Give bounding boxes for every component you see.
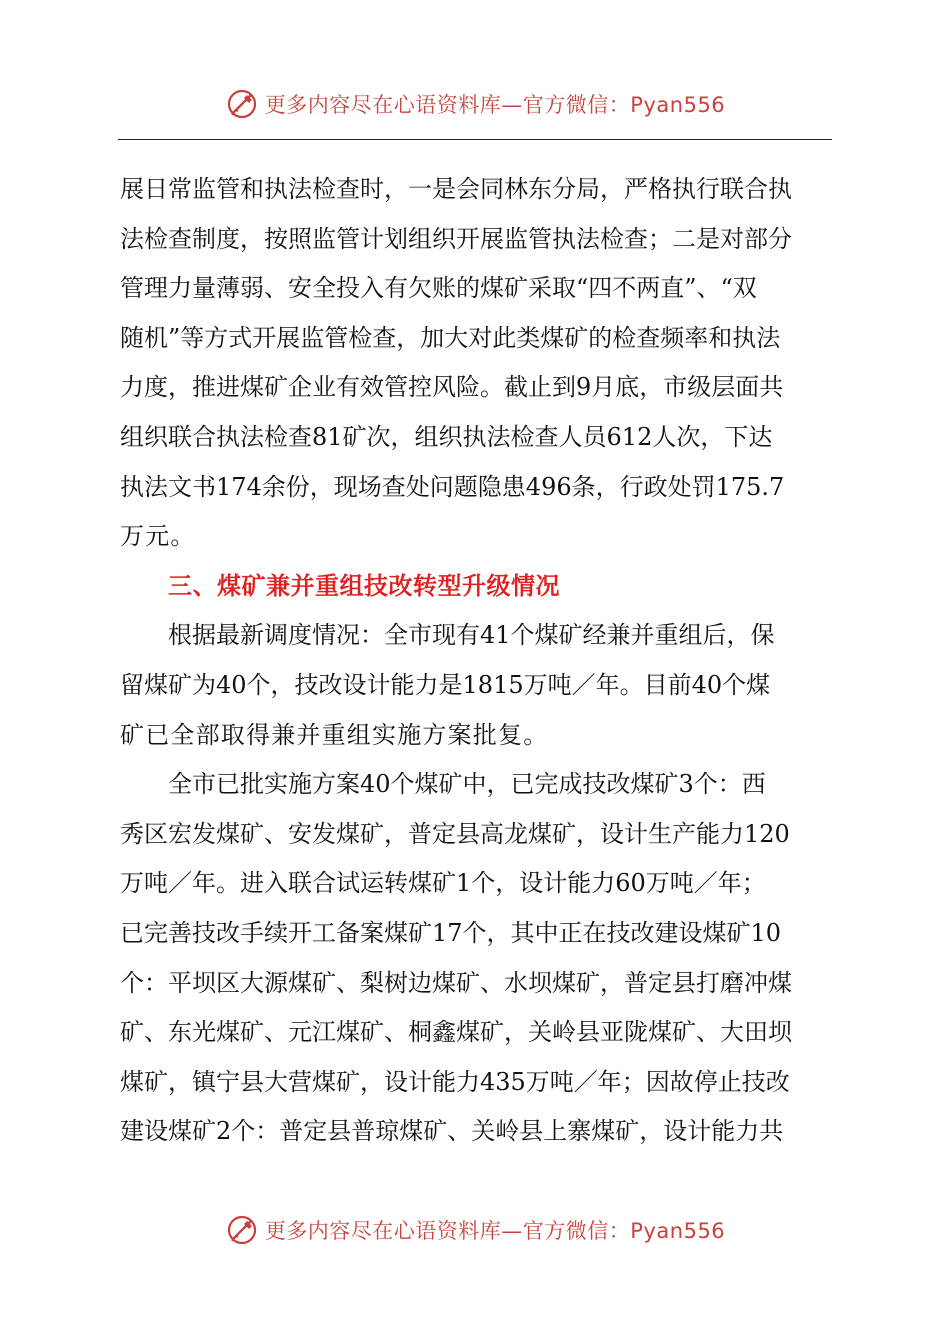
text-line: 建设煤矿2个：普定县普琼煤矿、关岭县上寨煤矿，设计能力共 [120,1117,784,1146]
text-line: 组织联合执法检查81矿次，组织执法检查人员612人次，下达 [120,422,773,451]
text-line: 随机”等方式开展监管检查，加大对此类煤矿的检查频率和执法 [120,323,781,352]
text-line: 矿、东光煤矿、元江煤矿、桐鑫煤矿，关岭县亚陇煤矿、大田坝 [120,1018,792,1047]
text-line: 秀区宏发煤矿、安发煤矿，普定县高龙煤矿，设计生产能力120 [120,819,790,848]
text-line: 个：平坝区大源煤矿、梨树边煤矿、水坝煤矿，普定县打磨冲煤 [120,968,792,997]
text-line: 万吨／年。进入联合试运转煤矿1个，设计能力60万吨／年； [120,869,766,898]
text-line: 力度，推进煤矿企业有效管控风险。截止到9月底，市级层面共 [120,373,784,402]
paragraph-2 [120,611,832,760]
header-banner-text: 更多内容尽在心语资料库—官方微信：Pyan556 [264,93,726,117]
text-line: 执法文书174余份，现场查处问题隐患496条，行政处罚175.7 [120,472,785,501]
text-line: 矿已全部取得兼并重组实施方案批复。 [120,720,549,749]
paragraph-3 [120,760,832,1157]
footer-banner-text: 更多内容尽在心语资料库—官方微信：Pyan556 [264,1219,726,1243]
pen-circle-logo-icon [225,87,259,121]
text-line: 管理力量薄弱、安全投入有欠账的煤矿采取“四不两直”、“双 [120,274,757,303]
text-line: 万元。 [120,522,196,551]
text-line: 展日常监管和执法检查时，一是会同林东分局，严格执行联合执 [120,175,792,203]
footer-banner [0,1210,950,1250]
document-body [120,165,832,1157]
text-line: 根据最新调度情况：全市现有41个煤矿经兼并重组后，保 [168,621,775,650]
section-heading: 三、煤矿兼并重组技改转型升级情况 [168,571,560,600]
pen-circle-logo-icon [225,1213,259,1247]
text-line: 煤矿，镇宁县大营煤矿，设计能力435万吨／年；因故停止技改 [120,1067,790,1096]
text-line: 全市已批实施方案40个煤矿中，已完成技改煤矿3个：西 [168,770,766,799]
text-line: 留煤矿为40个，技改设计能力是1815万吨／年。目前40个煤 [120,670,771,699]
text-line: 已完善技改手续开工备案煤矿17个，其中正在技改建设煤矿10 [120,918,782,947]
text-line: 法检查制度，按照监管计划组织开展监管执法检查；二是对部分 [120,224,792,253]
header-banner [0,84,950,124]
paragraph-1 [120,165,832,562]
header-divider [118,139,832,140]
